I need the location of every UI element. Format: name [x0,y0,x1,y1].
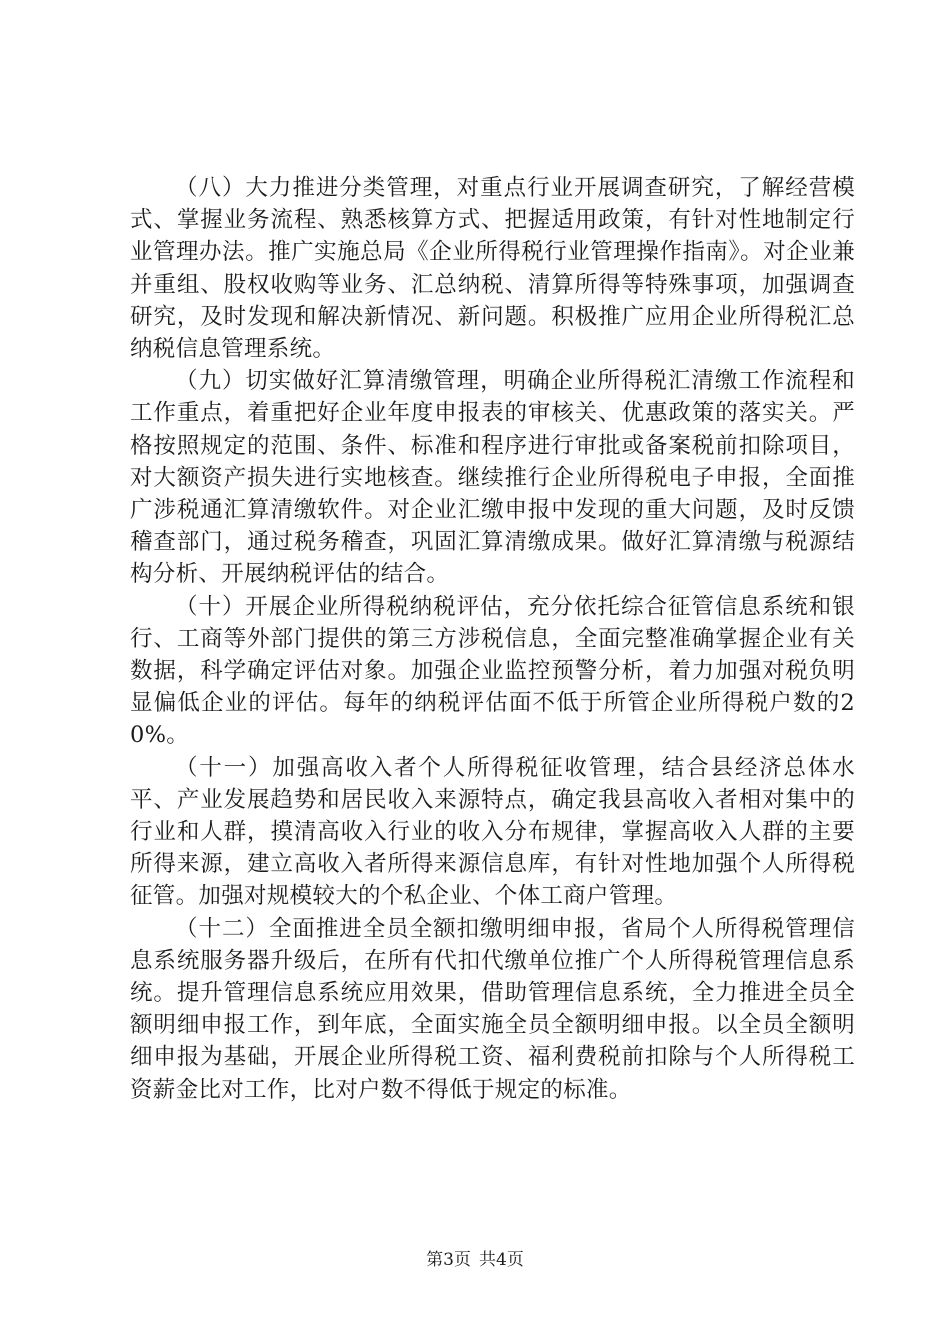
page-number: 第3页 [426,1250,471,1270]
paragraph-12: （十二）全面推进全员全额扣缴明细申报，省局个人所得税管理信息系统服务器升级后，在所有代扣代缴单位推广个人所得税管理信息系统。提升管理信息系统应用效果，借助管理信息系统，全力推进全员全额明细申报工作，到年底，全面实施全员全额明细申报。以全员全额明细申报为基础，开展企业所得税工资、福利费税前扣除与个人所得税工资薪金比对工作，比对户数不得低于规定的标准。 [130,915,855,1103]
page-total: 共4页 [479,1250,524,1270]
document-body [130,172,855,1106]
paragraph-9: （九）切实做好汇算清缴管理，明确企业所得税汇清缴工作流程和工作重点，着重把好企业年度申报表的审核关、优惠政策的落实关。严格按照规定的范围、条件、标准和程序进行审批或备案税前扣除项目，对大额资产损失进行实地核查。继续推行企业所得税电子申报，全面推广涉税通汇算清缴软件。对企业汇缴申报中发现的重大问题，及时反馈稽查部门，通过税务稽查，巩固汇算清缴成果。做好汇算清缴与税源结构分析、开展纳税评估的结合。 [130,368,855,588]
page-footer [0,1248,950,1272]
paragraph-11: （十一）加强高收入者个人所得税征收管理，结合县经济总体水平、产业发展趋势和居民收入来源特点，确定我县高收入者相对集中的行业和人群，摸清高收入行业的收入分布规律，掌握高收入人群的主要所得来源，建立高收入者所得来源信息库，有针对性地加强个人所得税征管。加强对规模较大的个私企业、个体工商户管理。 [130,754,855,910]
paragraph-8: （八）大力推进分类管理，对重点行业开展调查研究，了解经营模式、掌握业务流程、熟悉核算方式、把握适用政策，有针对性地制定行业管理办法。推广实施总局《企业所得税行业管理操作指南》。对企业兼并重组、股权收购等业务、汇总纳税、清算所得等特殊事项，加强调查研究，及时发现和解决新情况、新问题。积极推广应用企业所得税汇总纳税信息管理系统。 [130,175,855,363]
paragraph-10: （十）开展企业所得税纳税评估，充分依托综合征管信息系统和银行、工商等外部门提供的第三方涉税信息，全面完整准确掌握企业有关数据，科学确定评估对象。加强企业监控预警分析，着力加强对税负明显偏低企业的评估。每年的纳税评估面不低于所管企业所得税户数的20%。 [130,593,855,749]
